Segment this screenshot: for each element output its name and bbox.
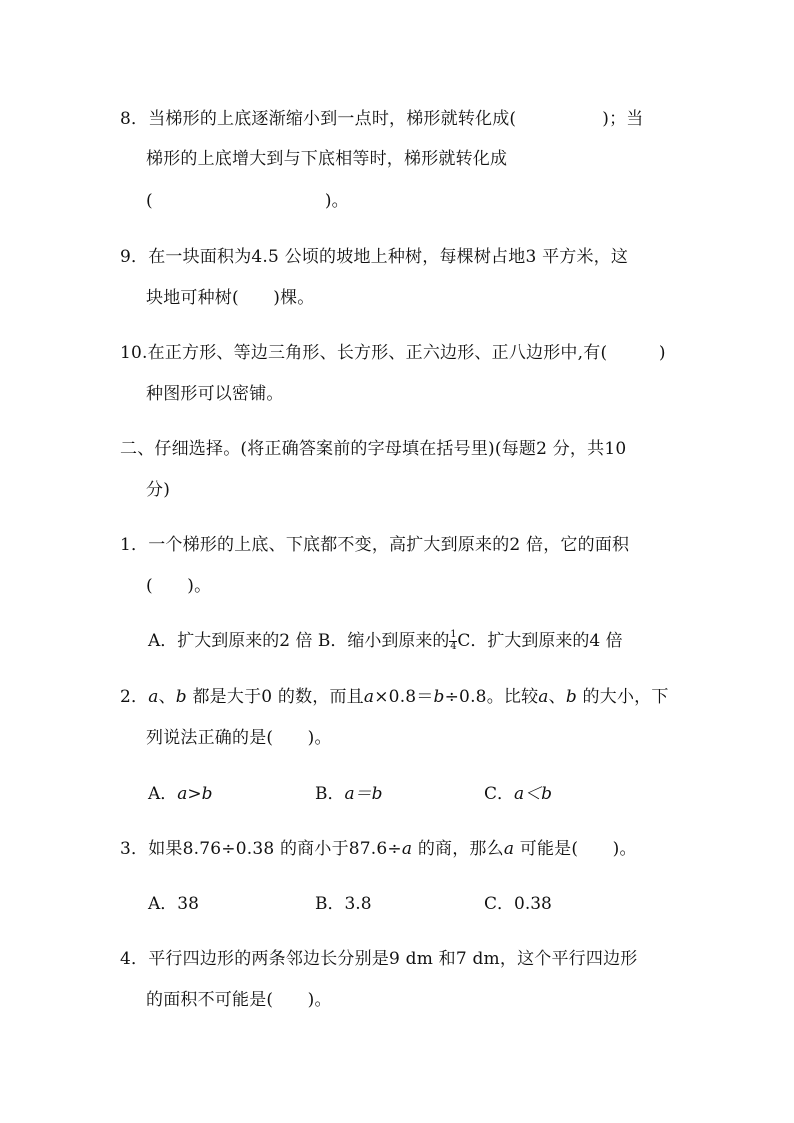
text: 3．如果8.76÷0.38 的商小于87.6÷ bbox=[120, 839, 402, 859]
separator: 、 bbox=[158, 687, 176, 707]
c2-option-c bbox=[484, 783, 552, 805]
fraction-denominator: 4 bbox=[450, 641, 457, 652]
var-a: a bbox=[538, 687, 549, 707]
text: 的大小，下 bbox=[576, 687, 669, 707]
q8-line3: ( )。 bbox=[146, 191, 349, 211]
section2-heading-line2: 分) bbox=[146, 480, 171, 500]
c3-option-b: B．3.8 bbox=[315, 894, 372, 914]
q10-line2: 种图形可以密铺。 bbox=[146, 384, 284, 404]
c2-line1 bbox=[120, 686, 669, 708]
c1-line2: ( )。 bbox=[146, 576, 212, 596]
c1-option-b: B．缩小到原来的 bbox=[317, 631, 450, 651]
separator: 、 bbox=[548, 687, 566, 707]
c1-options bbox=[148, 630, 623, 652]
var-a: a bbox=[148, 687, 159, 707]
c1-option-c: C．扩大到原来的4 倍 bbox=[457, 631, 623, 651]
fraction-numerator: 1 bbox=[450, 629, 457, 640]
text: ÷0.8。比较 bbox=[444, 687, 539, 707]
option-value: a＜b bbox=[514, 784, 553, 804]
q8-line1: 8．当梯形的上底逐渐缩小到一点时，梯形就转化成( )；当 bbox=[120, 109, 644, 129]
c3-option-a: A．38 bbox=[148, 894, 199, 914]
var-a: a bbox=[401, 839, 413, 859]
q10-line1: 10.在正方形、等边三角形、长方形、正六边形、正八边形中,有( ) bbox=[120, 343, 666, 363]
c2-line2: 列说法正确的是( )。 bbox=[146, 728, 332, 748]
q9-line2: 块地可种树( )棵。 bbox=[146, 288, 315, 308]
c4-line1: 4．平行四边形的两条邻边长分别是9 dm 和7 dm，这个平行四边形 bbox=[120, 949, 638, 969]
c3-line1 bbox=[120, 838, 637, 860]
c4-line2: 的面积不可能是( )。 bbox=[146, 990, 332, 1010]
var-a: a bbox=[503, 839, 515, 859]
c1-line1: 1．一个梯形的上底、下底都不变，高扩大到原来的2 倍，它的面积 bbox=[120, 535, 630, 555]
q9-line1: 9．在一块面积为4.5 公顷的坡地上种树，每棵树占地3 平方米，这 bbox=[120, 247, 629, 267]
c2-option-b bbox=[315, 783, 383, 805]
text: ×0.8＝ bbox=[374, 687, 434, 707]
c1-fraction bbox=[449, 630, 457, 652]
text: 的商，那么 bbox=[412, 839, 504, 859]
q8-line2: 梯形的上底增大到与下底相等时，梯形就转化成 bbox=[146, 149, 508, 169]
var-b: b bbox=[433, 687, 445, 707]
c3-option-c: C．0.38 bbox=[484, 894, 552, 914]
var-a: a bbox=[363, 687, 375, 707]
text: 可能是( )。 bbox=[514, 839, 637, 859]
option-value: a>b bbox=[177, 784, 213, 804]
option-value: a＝b bbox=[344, 784, 383, 804]
c2-number: 2． bbox=[120, 687, 149, 707]
c1-option-a: A．扩大到原来的2 倍 bbox=[148, 631, 313, 651]
option-label: C． bbox=[484, 784, 515, 804]
option-label: B． bbox=[315, 784, 345, 804]
text: 都是大于0 的数，而且 bbox=[186, 687, 364, 707]
var-b: b bbox=[175, 687, 187, 707]
option-label: A． bbox=[148, 784, 178, 804]
c2-option-a bbox=[148, 783, 213, 805]
section2-heading-line1: 二、仔细选择。(将正确答案前的字母填在括号里)(每题2 分，共10 bbox=[120, 439, 627, 459]
var-b: b bbox=[565, 687, 577, 707]
